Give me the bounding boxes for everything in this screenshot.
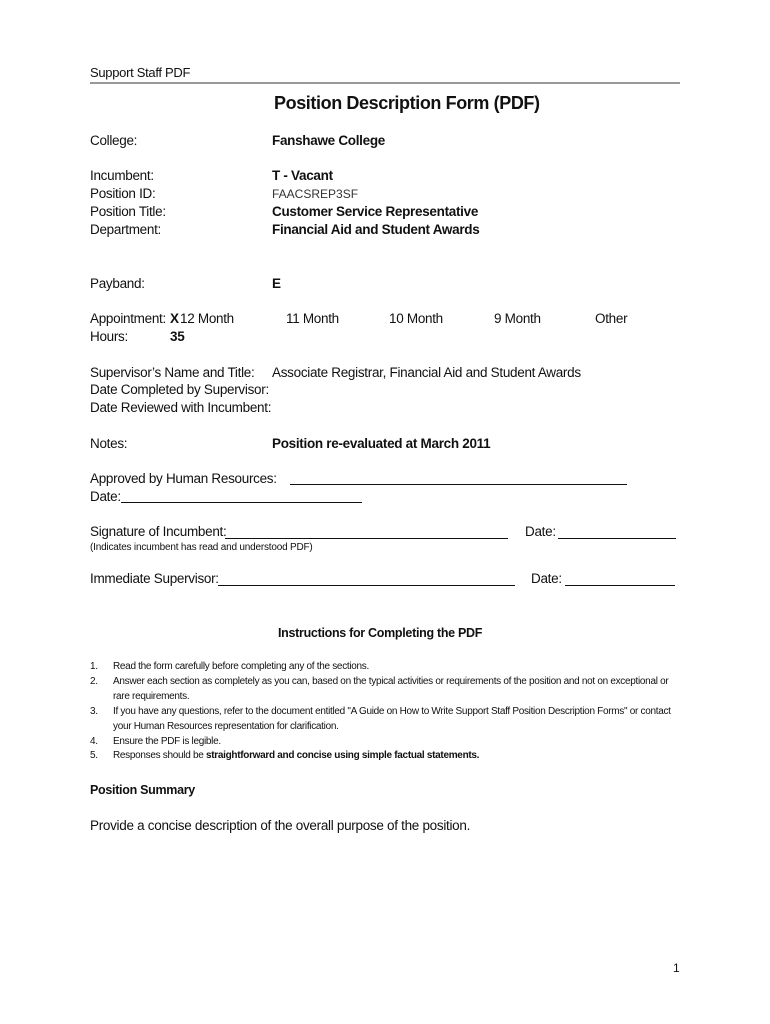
instruction-item [90, 659, 680, 674]
immediate-supervisor-date-label: Date: [531, 571, 562, 586]
instruction-number: 4. [90, 736, 98, 747]
instruction-number: 2. [90, 676, 98, 687]
signature-incumbent-line[interactable] [225, 538, 508, 539]
approved-hr-signature-line[interactable] [290, 484, 627, 485]
immediate-supervisor-label: Immediate Supervisor: [90, 571, 219, 586]
college-label: College: [90, 133, 138, 148]
position-title-label: Position Title: [90, 204, 166, 219]
position-id-value: FAACSREP3SF [272, 187, 359, 201]
instruction-item [90, 674, 680, 704]
department-value: Financial Aid and Student Awards [272, 222, 480, 237]
instruction-text [113, 748, 673, 763]
signature-incumbent-note: (Indicates incumbent has read and understood PDF) [90, 542, 313, 553]
page-number: 1 [673, 961, 680, 975]
appointment-option-other[interactable]: Other [595, 311, 628, 326]
incumbent-label: Incumbent: [90, 168, 154, 183]
appointment-option-11-month[interactable]: 11 Month [286, 311, 339, 326]
position-summary-prompt: Provide a concise description of the overall purpose of the position. [90, 818, 471, 833]
signature-incumbent-date-line[interactable] [558, 538, 676, 539]
header-divider [90, 82, 680, 84]
appointment-selected-mark: X [170, 311, 179, 326]
instruction-number: 5. [90, 750, 98, 761]
appointment-option-9-month[interactable]: 9 Month [494, 311, 541, 326]
department-label: Department: [90, 222, 161, 237]
immediate-supervisor-line[interactable] [218, 585, 515, 586]
instruction-item [90, 704, 680, 734]
instruction-number: 1. [90, 661, 98, 672]
college-value: Fanshawe College [272, 133, 385, 148]
appointment-option-12-month[interactable]: 12 Month [180, 311, 234, 326]
date-completed-label: Date Completed by Supervisor: [90, 382, 269, 397]
payband-label: Payband: [90, 276, 145, 291]
date-reviewed-label: Date Reviewed with Incumbent: [90, 400, 272, 415]
incumbent-value: T - Vacant [272, 168, 333, 183]
approved-date-label: Date: [90, 489, 121, 504]
appointment-label: Appointment: [90, 311, 166, 326]
instruction-text: Ensure the PDF is legible. [113, 736, 221, 747]
instruction-text: If you have any questions, refer to the document entitled "A Guide on How to Write Support Staff Position Description Forms" or contact your Human Resources representation for clarification. [113, 706, 671, 732]
instructions-title: Instructions for Completing the PDF [278, 626, 483, 640]
position-summary-title: Position Summary [90, 783, 195, 797]
appointment-option-10-month[interactable]: 10 Month [389, 311, 443, 326]
approved-date-line[interactable] [121, 502, 362, 503]
instruction-text: Answer each section as completely as you can, based on the typical activities or requirements of the position and not on exceptional or rare requirements. [113, 676, 669, 702]
instruction-text-plain: Responses should be [113, 750, 206, 761]
notes-value: Position re-evaluated at March 2011 [272, 436, 491, 451]
immediate-supervisor-date-line[interactable] [565, 585, 675, 586]
notes-label: Notes: [90, 436, 128, 451]
signature-incumbent-label: Signature of Incumbent: [90, 524, 227, 539]
supervisor-label: Supervisor’s Name and Title: [90, 365, 255, 380]
page-title: Position Description Form (PDF) [274, 93, 540, 113]
instruction-text-bold: straightforward and concise using simple factual statements. [205, 750, 480, 761]
running-header: Support Staff PDF [90, 65, 191, 80]
supervisor-value: Associate Registrar, Financial Aid and Student Awards [272, 365, 581, 380]
instruction-number: 3. [90, 706, 98, 717]
position-title-value: Customer Service Representative [272, 204, 479, 219]
hours-value: 35 [170, 329, 185, 344]
approved-hr-label: Approved by Human Resources: [90, 471, 277, 486]
signature-incumbent-date-label: Date: [525, 524, 556, 539]
payband-value: E [272, 276, 281, 291]
hours-label: Hours: [90, 329, 128, 344]
instruction-item [90, 734, 680, 749]
instruction-text: Read the form carefully before completing any of the sections. [113, 661, 369, 672]
instruction-item [90, 748, 680, 763]
position-id-label: Position ID: [90, 186, 156, 201]
